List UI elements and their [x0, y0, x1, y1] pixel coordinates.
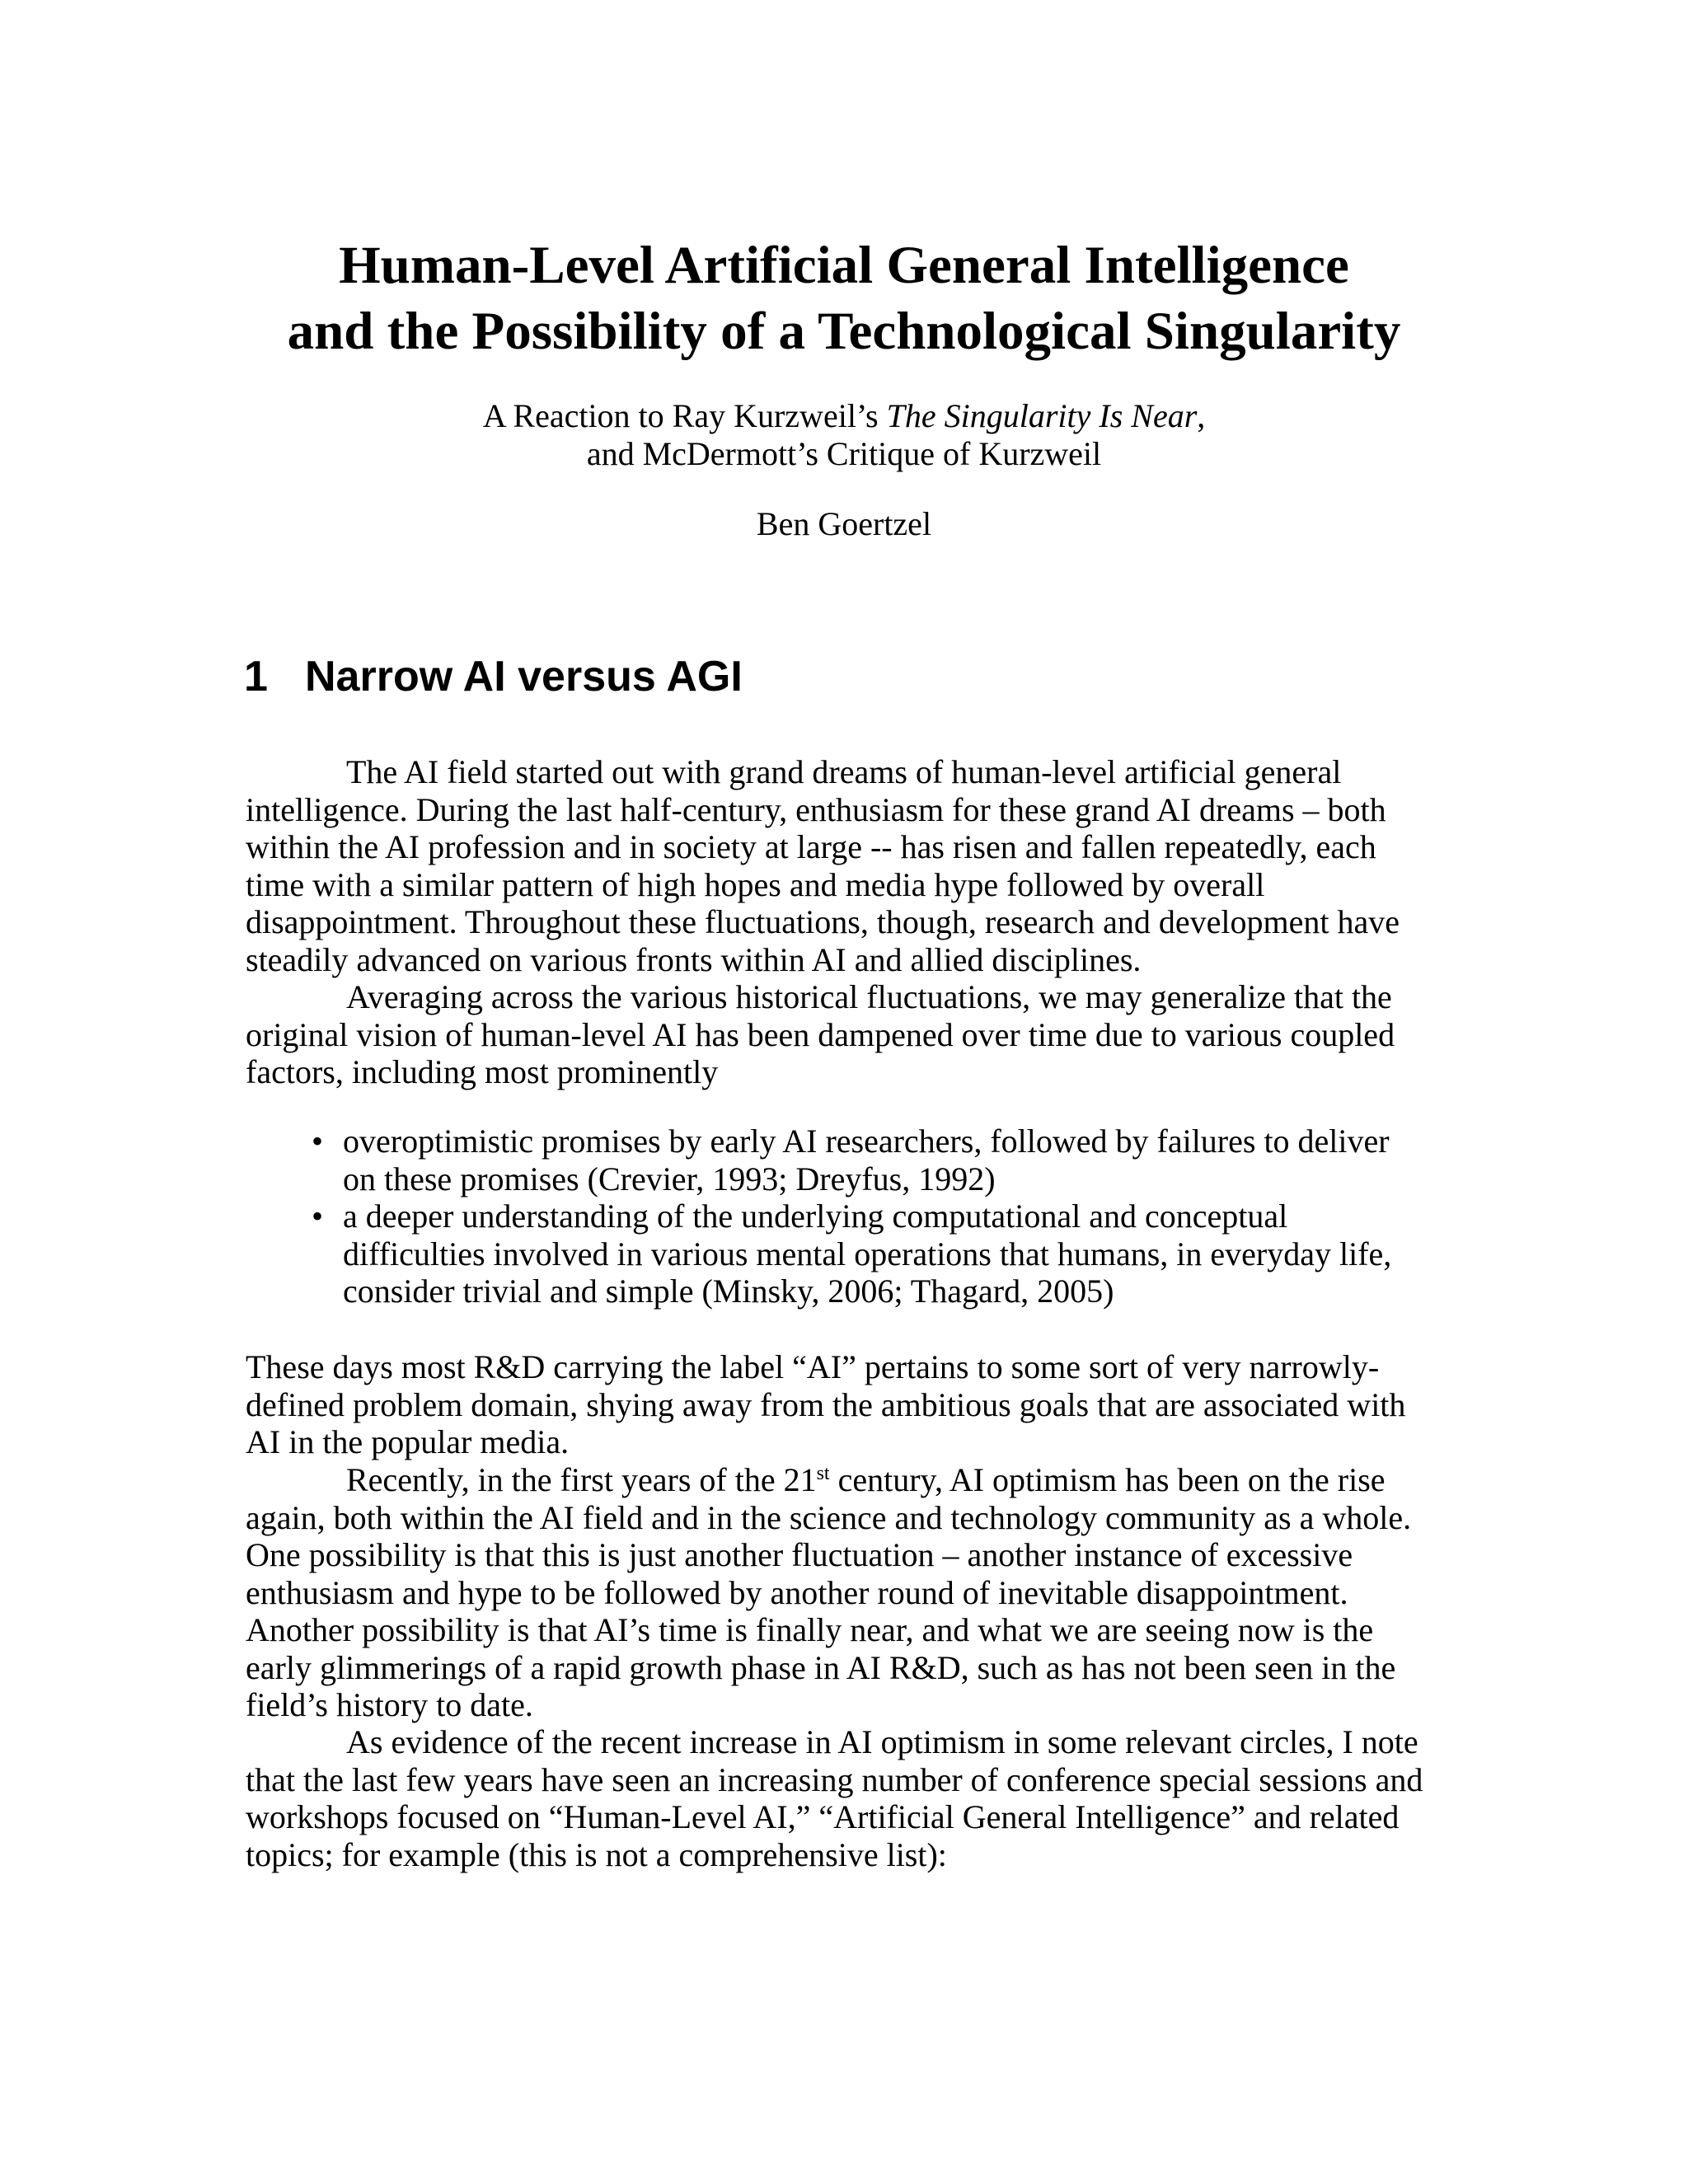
- text-line: workshops focused on “Human-Level AI,” “Artificial General Intelligence” and related: [246, 1798, 1400, 1835]
- section-number: 1: [244, 653, 268, 701]
- text-line: One possibility is that this is just another fluctuation – another instance of excessive: [246, 1536, 1353, 1573]
- paragraph-4: [246, 1461, 1449, 1724]
- bullet-marker: •: [312, 1122, 324, 1160]
- subtitle-line-2: and McDermott’s Critique of Kurzweil: [586, 435, 1102, 472]
- book-title: The Singularity Is Near: [886, 397, 1198, 434]
- text-line: factors, including most prominently: [246, 1053, 719, 1090]
- text-line: on these promises (Crevier, 1993; Dreyfus, 1992): [343, 1160, 996, 1197]
- text-line: Another possibility is that AI’s time is finally near, and what we are seeing now is the: [246, 1611, 1374, 1648]
- text-line: [246, 1461, 1449, 1499]
- subtitle-line-1: [0, 397, 1688, 435]
- bullet-marker: •: [312, 1197, 324, 1235]
- text-line: original vision of human-level AI has been dampened over time due to various coupled: [246, 1015, 1395, 1053]
- text-line: intelligence. During the last half-century, enthusiasm for these grand AI dreams – both: [246, 790, 1386, 828]
- text-line: again, both within the AI field and in the science and technology community as a whole.: [246, 1498, 1412, 1536]
- paragraph-3: [246, 1348, 1449, 1461]
- author-name: Ben Goertzel: [756, 505, 932, 542]
- text-line: that the last few years have seen an increasing number of conference special sessions and: [246, 1760, 1423, 1798]
- text-line: within the AI profession and in society at large -- has risen and fallen repeatedly, each: [246, 828, 1376, 865]
- text-line: defined problem domain, shying away from the ambitious goals that are associated with: [246, 1385, 1406, 1423]
- text-line: disappointment. Throughout these fluctuations, though, research and development have: [246, 903, 1400, 940]
- text-line: topics; for example (this is not a comprehensive list):: [246, 1835, 947, 1873]
- paragraph-1: [246, 753, 1449, 978]
- title-line-1: Human-Level Artificial General Intelligence: [339, 236, 1349, 295]
- text-line: time with a similar pattern of high hopes and media hype followed by overall: [246, 865, 1265, 903]
- text-line: The AI field started out with grand dreams of human-level artificial general: [346, 753, 1342, 790]
- text-line: AI in the popular media.: [246, 1423, 570, 1460]
- text-line: overoptimistic promises by early AI researchers, followed by failures to deliver: [343, 1122, 1390, 1160]
- text-line: As evidence of the recent increase in AI optimism in some relevant circles, I note: [346, 1723, 1418, 1760]
- subtitle-line-1-suffix: ,: [1197, 397, 1206, 434]
- paragraph-5: [246, 1723, 1449, 1873]
- list-item: [307, 1122, 1391, 1197]
- paragraph-2: [246, 978, 1449, 1091]
- text-line: Averaging across the various historical fluctuations, we may generalize that the: [346, 978, 1392, 1015]
- text-fragment: Recently, in the first years of the 21: [346, 1461, 817, 1498]
- text-line: steadily advanced on various fronts within AI and allied disciplines.: [246, 940, 1142, 978]
- text-line: early glimmerings of a rapid growth phase in AI R&D, such as has not been seen in the: [246, 1648, 1396, 1686]
- section-title: Narrow AI versus AGI: [305, 653, 743, 701]
- text-fragment: century, AI optimism has been on the rise: [829, 1461, 1386, 1498]
- text-line: consider trivial and simple (Minsky, 2006; Thagard, 2005): [343, 1272, 1114, 1310]
- text-line: difficulties involved in various mental operations that humans, in everyday life,: [343, 1235, 1392, 1272]
- paper-subtitle: [0, 397, 1688, 473]
- subtitle-line-1-prefix: A Reaction to Ray Kurzweil’s: [482, 397, 887, 434]
- superscript: st: [816, 1463, 830, 1484]
- text-line: a deeper understanding of the underlying computational and conceptual: [343, 1197, 1288, 1235]
- text-line: These days most R&D carrying the label “AI” pertains to some sort of very narrowly-: [246, 1348, 1380, 1385]
- text-line: field’s history to date.: [246, 1686, 533, 1723]
- text-line: enthusiasm and hype to be followed by another round of inevitable disappointment.: [246, 1573, 1348, 1611]
- paper-title: [0, 232, 1688, 364]
- section-heading: [244, 651, 743, 702]
- bullet-list: [307, 1122, 1391, 1310]
- title-line-2: and the Possibility of a Technological Singularity: [287, 302, 1401, 361]
- list-item: [307, 1197, 1391, 1310]
